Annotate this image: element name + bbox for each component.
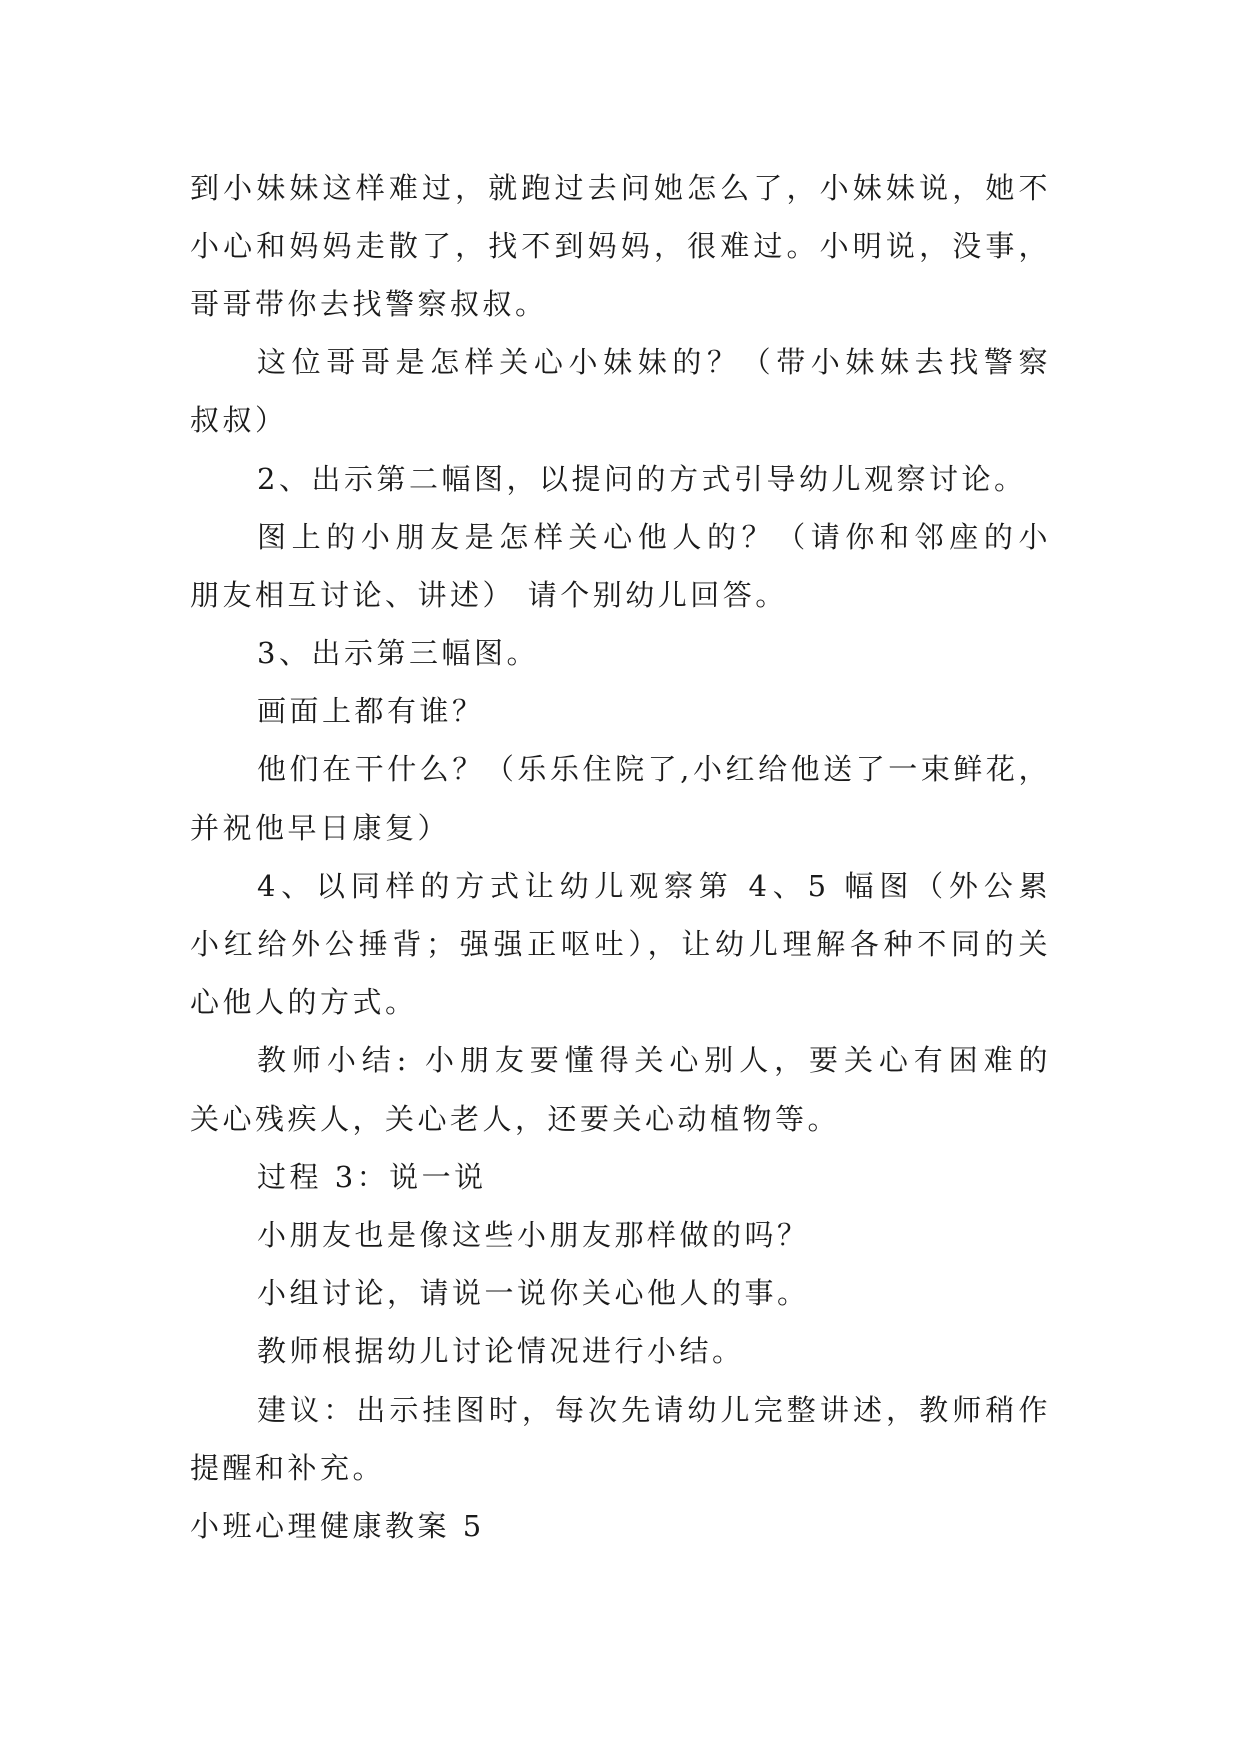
text-line: 小红给外公捶背；强强正呕吐），让幼儿理解各种不同的关: [190, 927, 1051, 962]
text-line: 教师根据幼儿讨论情况进行小结。: [257, 1334, 745, 1369]
text-line: 朋友相互讨论、讲述） 请个别幼儿回答。: [190, 577, 788, 612]
paragraph: [190, 682, 1051, 740]
paragraph: [190, 1148, 1051, 1206]
text-line: 小心和妈妈走散了，找不到妈妈，很难过。小明说，没事，: [190, 228, 1051, 263]
text-line: 3、出示第三幅图。: [257, 636, 539, 671]
text-line: 心他人的方式。: [190, 985, 418, 1020]
text-line: 他们在干什么？（乐乐住院了,小红给他送了一束鲜花，: [257, 752, 1051, 787]
text-line: 图上的小朋友是怎样关心他人的？（请你和邻座的小: [257, 519, 1051, 554]
text-line: 这位哥哥是怎样关心小妹妹的？（带小妹妹去找警察: [257, 345, 1051, 380]
document-page: [190, 159, 1051, 1556]
text-line: 画面上都有谁？: [257, 694, 485, 729]
text-line: 小组讨论，请说一说你关心他人的事。: [257, 1276, 810, 1311]
text-line: 教师小结: 小朋友要懂得关心别人，要关心有困难的: [257, 1043, 1051, 1078]
paragraph: [190, 624, 1051, 682]
text-line: 并祝他早日康复）: [190, 810, 451, 845]
text-line: 建议：出示挂图时，每次先请幼儿完整讲述，教师稍作: [257, 1392, 1051, 1427]
text-line: 哥哥带你去找警察叔叔。: [190, 286, 548, 321]
section-heading-block: [190, 1497, 1051, 1555]
text-line: 2、出示第二幅图，以提问的方式引导幼儿观察讨论。: [257, 461, 1027, 496]
text-line: 小朋友也是像这些小朋友那样做的吗？: [257, 1217, 810, 1252]
paragraph: [190, 1322, 1051, 1380]
text-line: 过程 3：说一说: [257, 1159, 487, 1194]
paragraph: [190, 1264, 1051, 1322]
paragraph: [190, 1381, 1051, 1497]
section-heading: 小班心理健康教案 5: [190, 1508, 485, 1543]
paragraph: [190, 857, 1051, 1032]
paragraph: [190, 1031, 1051, 1147]
paragraph: [190, 740, 1051, 856]
paragraph: [190, 1206, 1051, 1264]
text-line: 叔叔）: [190, 403, 288, 438]
text-line: 关心残疾人，关心老人，还要关心动植物等。: [190, 1101, 841, 1136]
text-line: 提醒和补充。: [190, 1450, 386, 1485]
text-line: 4、以同样的方式让幼儿观察第 4、5 幅图（外公累: [257, 868, 1051, 903]
text-line: 到小妹妹这样难过，就跑过去问她怎么了，小妹妹说，她不: [190, 170, 1051, 205]
paragraph: [190, 508, 1051, 624]
paragraph: [190, 450, 1051, 508]
paragraph: [190, 333, 1051, 449]
paragraph: [190, 159, 1051, 334]
